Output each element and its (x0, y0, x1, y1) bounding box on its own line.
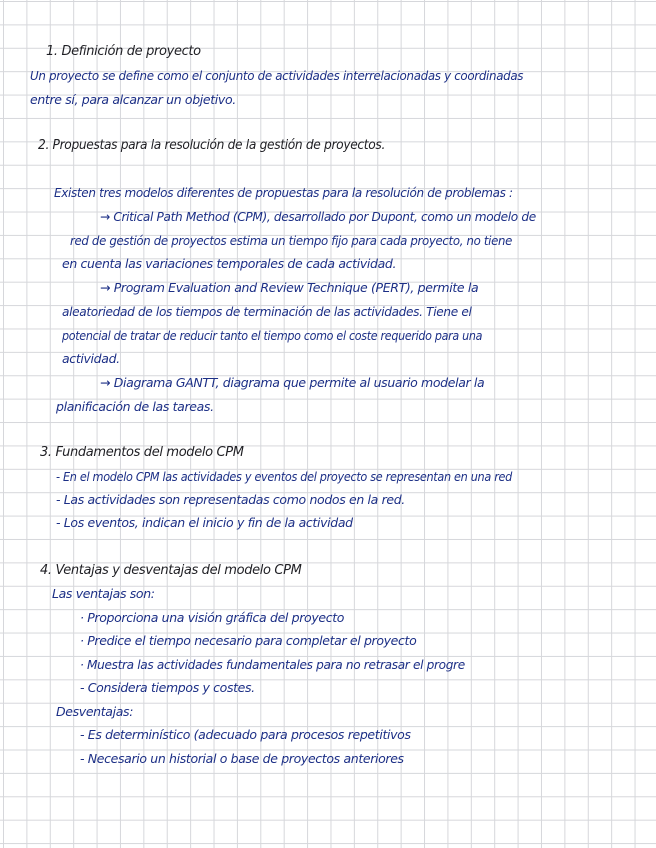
section-2-line-6: aleatoriedad de los tiempos de terminación de las actividades. Tiene el (62, 304, 472, 319)
section-4-heading: 4. Ventajas y desventajas del modelo CPM (40, 563, 302, 578)
section-4-line-5: - Considera tiempos y costes. (80, 680, 255, 695)
section-2-heading: 2. Propuestas para la resolución de la gestión de proyectos. (38, 138, 386, 153)
section-2-line-8: actividad. (62, 351, 120, 366)
section-4-line-2: · Proporciona una visión gráfica del proyecto (80, 610, 345, 625)
section-3-line-2: - Las actividades son representadas como nodos en la red. (56, 492, 405, 507)
section-2-line-2: → Critical Path Method (CPM), desarrollado por Dupont, como un modelo de (100, 209, 536, 224)
section-2-line-9: → Diagrama GANTT, diagrama que permite al usuario modelar la (100, 375, 485, 390)
section-4-line-1: Las ventajas son: (52, 586, 155, 601)
section-2-line-7: potencial de tratar de reducir tanto el tiempo como el coste requerido para una (62, 328, 483, 343)
section-4-line-8: - Necesario un historial o base de proyectos anteriores (80, 751, 404, 766)
section-1-line-1: Un proyecto se define como el conjunto de actividades interrelacionadas y coordinadas (30, 68, 524, 83)
section-2-line-1: Existen tres modelos diferentes de propuestas para la resolución de problemas : (54, 185, 513, 200)
section-4-line-3: · Predice el tiempo necesario para completar el proyecto (80, 633, 417, 648)
section-4-line-6: Desventajas: (56, 704, 134, 719)
section-2-line-4: en cuenta las variaciones temporales de cada actividad. (62, 256, 397, 271)
section-1-line-2: entre sí, para alcanzar un objetivo. (30, 92, 236, 107)
section-4-line-7: - Es determinístico (adecuado para procesos repetitivos (80, 727, 411, 742)
section-2-line-3: red de gestión de proyectos estima un tiempo fijo para cada proyecto, no tiene (70, 233, 513, 248)
section-3-heading: 3. Fundamentos del modelo CPM (40, 445, 244, 460)
section-2-line-10: planificación de las tareas. (56, 399, 214, 414)
section-1-heading: 1. Definición de proyecto (46, 44, 201, 59)
section-3-line-1: - En el modelo CPM las actividades y eventos del proyecto se representan en una red (56, 469, 512, 484)
section-2-line-5: → Program Evaluation and Review Technique (PERT), permite la (100, 280, 479, 295)
section-4-line-4: · Muestra las actividades fundamentales para no retrasar el progre (80, 657, 465, 672)
section-3-line-3: - Los eventos, indican el inicio y fin de la actividad (56, 515, 353, 530)
